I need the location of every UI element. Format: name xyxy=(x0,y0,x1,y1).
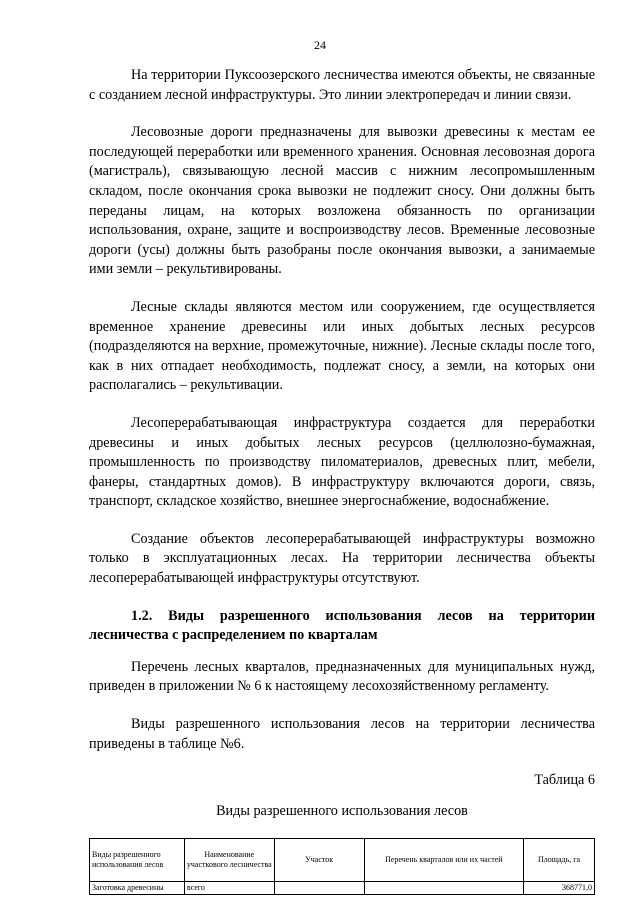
table-title: Виды разрешенного использования лесов xyxy=(216,803,468,820)
table-cell xyxy=(274,882,364,895)
paragraph: Создание объектов лесоперерабатывающей инфраструктуры возможно только в эксплуатационных лесах. На территории лесничества объекты лесоперерабатывающей инфраструктуры отсутствуют. xyxy=(89,530,595,587)
column-header: Наименование участкового лесничества xyxy=(184,839,274,882)
column-header: Перечень кварталов или их частей xyxy=(364,839,524,882)
column-header: Площадь, га xyxy=(524,839,595,882)
section-heading: 1.2. Виды разрешенного использования лесов на территории лесничества с распределением по кварталам xyxy=(89,607,595,644)
table-cell: 368771,0 xyxy=(524,882,595,895)
usage-table xyxy=(89,838,595,895)
paragraph: Лесовозные дороги предназначены для вывозки древесины к местам ее последующей переработки или временного хранения. Основная лесовозная дорога (магистраль), связывающую лесной массив с нижним лесопромышленным складом, после окончания срока вывозки не подлежит сносу. Они должны быть переданы лицам, на которых возложена обязанность по организации использования, охране, защите и воспроизводству лесов. Временные лесовозные дороги (усы) должны быть разобраны после окончания вывозки, а занимаемые ими земли – рекультивированы. xyxy=(89,124,595,278)
column-header: Виды разрешенного использования лесов xyxy=(90,839,185,882)
table-cell: всего xyxy=(184,882,274,895)
column-header: Участок xyxy=(274,839,364,882)
table-header-row xyxy=(90,839,595,882)
paragraph: Перечень лесных кварталов, предназначенных для муниципальных нужд, приведен в приложении № 6 к настоящему лесохозяйственному регламенту. xyxy=(89,658,595,695)
paragraph: Лесные склады являются местом или сооружением, где осуществляется временное хранение древесины или иных добытых лесных ресурсов (подразделяются на верхние, промежуточные, нижние). Лесные склады после того, как в них отпадает необходимость, подлежат сносу, а земли, на которых они располагались – рекультивации. xyxy=(89,298,595,394)
page-number: 24 xyxy=(314,38,326,52)
table-cell: Заготовка древесины xyxy=(90,882,185,895)
document-body xyxy=(89,66,595,895)
paragraph: На территории Пуксоозерского лесничества имеются объекты, не связанные с созданием лесной инфраструктуры. Это линии электропередач и линии связи. xyxy=(89,67,595,103)
paragraph: Лесоперерабатывающая инфраструктура создается для переработки древесины и иных добытых лесных ресурсов (целлюлозно-бумажная, промышленность по производству пиломатериалов, древесных плит, мебели, фанеры, стандартных домов). В инфраструктуру включаются дороги, связь, транспорт, складское хозяйство, внешнее энергоснабжение, водоснабжение. xyxy=(89,414,595,510)
paragraph: Виды разрешенного использования лесов на территории лесничества приведены в таблице №6. xyxy=(89,716,595,752)
table-cell xyxy=(364,882,524,895)
table-row xyxy=(90,882,595,895)
table-label: Таблица 6 xyxy=(534,772,595,789)
